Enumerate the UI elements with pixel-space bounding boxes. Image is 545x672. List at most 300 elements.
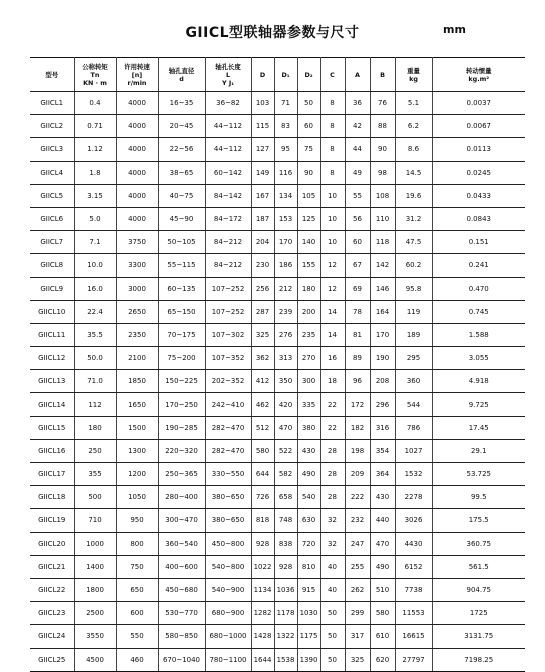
table-cell: 55~115 [158, 254, 205, 277]
table-cell: 3026 [395, 509, 432, 532]
table-cell: 204 [251, 231, 274, 254]
column-header [74, 58, 116, 92]
table-cell: 1400 [74, 555, 116, 578]
table-cell: 1725 [432, 602, 525, 625]
column-header-line: 轴孔直径 [168, 66, 195, 75]
table-cell: 561.5 [432, 555, 525, 578]
table-cell: 60~142 [205, 161, 251, 184]
model-cell: GIICL1 [30, 92, 74, 115]
table-cell: 522 [274, 439, 297, 462]
table-cell: 250 [74, 439, 116, 462]
table-cell: 81 [345, 323, 370, 346]
table-cell: 430 [297, 439, 320, 462]
model-cell: GIICL5 [30, 184, 74, 207]
table-cell: 5.1 [395, 92, 432, 115]
table-cell: 490 [297, 463, 320, 486]
table-cell: 350 [274, 370, 297, 393]
table-row [30, 300, 525, 323]
table-cell: 658 [274, 486, 297, 509]
table-cell: 550 [116, 625, 158, 648]
table-cell: 98 [370, 161, 395, 184]
column-header [370, 58, 395, 92]
table-cell: 355 [74, 463, 116, 486]
table-cell: 31.2 [395, 207, 432, 230]
table-cell: 60 [345, 231, 370, 254]
column-header [30, 58, 74, 92]
table-cell: 726 [251, 486, 274, 509]
table-cell: 610 [370, 625, 395, 648]
table-cell: 818 [251, 509, 274, 532]
table-cell: 60 [297, 115, 320, 138]
model-cell: GIICL24 [30, 625, 74, 648]
table-cell: 235 [297, 323, 320, 346]
table-cell: 280~400 [158, 486, 205, 509]
table-cell: 380 [297, 416, 320, 439]
table-cell: 462 [251, 393, 274, 416]
table-row [30, 277, 525, 300]
table-cell: 0.0433 [432, 184, 525, 207]
table-cell: 325 [345, 648, 370, 671]
table-cell: 60~135 [158, 277, 205, 300]
table-cell: 512 [251, 416, 274, 439]
model-cell: GIICL18 [30, 486, 74, 509]
column-header [297, 58, 320, 92]
table-cell: 107~252 [205, 277, 251, 300]
table-cell: 316 [370, 416, 395, 439]
table-cell: 187 [251, 207, 274, 230]
table-cell: 32 [320, 532, 345, 555]
table-cell: 3.15 [74, 184, 116, 207]
column-header-line: [n] [131, 70, 143, 79]
column-header [205, 58, 251, 92]
title-row [0, 22, 545, 42]
table-row [30, 370, 525, 393]
table-cell: 142 [370, 254, 395, 277]
table-cell: 16.0 [74, 277, 116, 300]
model-cell: GIICL8 [30, 254, 74, 277]
table-cell: 262 [345, 578, 370, 601]
table-cell: 65~150 [158, 300, 205, 323]
model-cell: GIICL13 [30, 370, 74, 393]
table-cell: 364 [370, 463, 395, 486]
table-cell: 108 [370, 184, 395, 207]
table-cell: 540~900 [205, 578, 251, 601]
table-row [30, 625, 525, 648]
table-cell: 232 [345, 509, 370, 532]
column-header-line: Y J₁ [221, 78, 235, 87]
column-header-line: Tn [90, 70, 100, 79]
column-header [320, 58, 345, 92]
table-cell: 182 [345, 416, 370, 439]
table-cell: 14 [320, 300, 345, 323]
column-header-line: D₂ [304, 70, 313, 79]
table-cell: 29.1 [432, 439, 525, 462]
table-cell: 360~540 [158, 532, 205, 555]
table-cell: 50~105 [158, 231, 205, 254]
table-cell: 170 [370, 323, 395, 346]
table-cell: 1.8 [74, 161, 116, 184]
table-cell: 380~650 [205, 509, 251, 532]
table-cell: 360 [395, 370, 432, 393]
table-cell: 190~285 [158, 416, 205, 439]
table-cell: 2100 [116, 347, 158, 370]
table-cell: 75~200 [158, 347, 205, 370]
unit-label: mm [443, 23, 466, 36]
table-cell: 276 [274, 323, 297, 346]
table-cell: 255 [345, 555, 370, 578]
table-cell: 1036 [274, 578, 297, 601]
table-cell: 10 [320, 207, 345, 230]
table-cell: 950 [116, 509, 158, 532]
table-cell: 75 [297, 138, 320, 161]
table-cell: 928 [274, 555, 297, 578]
model-cell: GIICL25 [30, 648, 74, 671]
column-header-line: kg.m² [468, 74, 490, 83]
table-cell: 88 [370, 115, 395, 138]
table-cell: 16615 [395, 625, 432, 648]
table-cell: 8 [320, 161, 345, 184]
table-cell: 0.241 [432, 254, 525, 277]
table-cell: 134 [274, 184, 297, 207]
table-cell: 500 [74, 486, 116, 509]
table-row [30, 92, 525, 115]
table-cell: 1538 [274, 648, 297, 671]
table-cell: 510 [370, 578, 395, 601]
table-cell: 36 [345, 92, 370, 115]
table-cell: 5.0 [74, 207, 116, 230]
table-cell: 118 [370, 231, 395, 254]
table-cell: 84~142 [205, 184, 251, 207]
table-cell: 838 [274, 532, 297, 555]
table-cell: 200 [297, 300, 320, 323]
table-cell: 4000 [116, 184, 158, 207]
table-cell: 750 [116, 555, 158, 578]
table-cell: 150~225 [158, 370, 205, 393]
column-header-line: D₁ [281, 70, 290, 79]
model-cell: GIICL15 [30, 416, 74, 439]
table-row [30, 207, 525, 230]
table-cell: 115 [251, 115, 274, 138]
table-cell: 544 [395, 393, 432, 416]
table-cell: 7.1 [74, 231, 116, 254]
table-cell: 300~470 [158, 509, 205, 532]
table-cell: 4.918 [432, 370, 525, 393]
table-cell: 1134 [251, 578, 274, 601]
table-cell: 450~800 [205, 532, 251, 555]
table-cell: 22 [320, 393, 345, 416]
table-cell: 1390 [297, 648, 320, 671]
table-cell: 186 [274, 254, 297, 277]
table-cell: 620 [370, 648, 395, 671]
table-cell: 8.6 [395, 138, 432, 161]
table-cell: 140 [297, 231, 320, 254]
page-title: GIICL型联轴器参数与尺寸 [185, 25, 360, 41]
table-cell: 22 [320, 416, 345, 439]
table-cell: 50 [320, 602, 345, 625]
table-cell: 362 [251, 347, 274, 370]
model-cell: GIICL19 [30, 509, 74, 532]
table-cell: 3550 [74, 625, 116, 648]
table-cell: 16~35 [158, 92, 205, 115]
table-cell: 330~550 [205, 463, 251, 486]
table-cell: 170~250 [158, 393, 205, 416]
table-cell: 27797 [395, 648, 432, 671]
table-cell: 60.2 [395, 254, 432, 277]
table-cell: 928 [251, 532, 274, 555]
table-cell: 50.0 [74, 347, 116, 370]
table-cell: 28 [320, 439, 345, 462]
table-cell: 1030 [297, 602, 320, 625]
table-cell: 300 [297, 370, 320, 393]
table-cell: 1282 [251, 602, 274, 625]
table-cell: 230 [251, 254, 274, 277]
table-cell: 4000 [116, 207, 158, 230]
table-cell: 354 [370, 439, 395, 462]
table-cell: 299 [345, 602, 370, 625]
table-row [30, 161, 525, 184]
table-row [30, 416, 525, 439]
table-cell: 296 [370, 393, 395, 416]
table-cell: 540~800 [205, 555, 251, 578]
table-cell: 153 [274, 207, 297, 230]
table-cell: 287 [251, 300, 274, 323]
table-cell: 282~470 [205, 416, 251, 439]
table-cell: 190 [370, 347, 395, 370]
table-cell: 490 [370, 555, 395, 578]
table-cell: 1800 [74, 578, 116, 601]
table-cell: 180 [74, 416, 116, 439]
table-cell: 55 [345, 184, 370, 207]
table-cell: 0.0245 [432, 161, 525, 184]
table-cell: 96 [345, 370, 370, 393]
model-cell: GIICL14 [30, 393, 74, 416]
table-cell: 412 [251, 370, 274, 393]
table-cell: 3.055 [432, 347, 525, 370]
table-cell: 247 [345, 532, 370, 555]
table-cell: 810 [297, 555, 320, 578]
table-cell: 748 [274, 509, 297, 532]
table-cell: 112 [74, 393, 116, 416]
table-row [30, 509, 525, 532]
table-cell: 2500 [74, 602, 116, 625]
table-cell: 32 [320, 509, 345, 532]
table-cell: 580 [370, 602, 395, 625]
table-cell: 450~680 [158, 578, 205, 601]
table-row [30, 254, 525, 277]
table-cell: 119 [395, 300, 432, 323]
table-cell: 84~212 [205, 231, 251, 254]
table-cell: 1175 [297, 625, 320, 648]
table-cell: 400~600 [158, 555, 205, 578]
table-cell: 7738 [395, 578, 432, 601]
table-cell: 0.71 [74, 115, 116, 138]
table-cell: 4000 [116, 161, 158, 184]
table-cell: 50 [297, 92, 320, 115]
table-cell: 1050 [116, 486, 158, 509]
model-cell: GIICL9 [30, 277, 74, 300]
table-cell: 44 [345, 138, 370, 161]
table-cell: 28 [320, 463, 345, 486]
table-cell: 580~850 [158, 625, 205, 648]
table-cell: 420 [274, 393, 297, 416]
table-cell: 84~212 [205, 254, 251, 277]
table-cell: 10 [320, 231, 345, 254]
table-cell: 116 [274, 161, 297, 184]
table-cell: 1428 [251, 625, 274, 648]
column-header-line: C [330, 70, 335, 79]
table-cell: 222 [345, 486, 370, 509]
coupling-spec-table [30, 57, 525, 672]
table-cell: 256 [251, 277, 274, 300]
column-header-line: 公称转矩 [82, 62, 108, 71]
table-cell: 17.45 [432, 416, 525, 439]
table-row [30, 486, 525, 509]
table-row [30, 532, 525, 555]
table-cell: 0.470 [432, 277, 525, 300]
table-cell: 1178 [274, 602, 297, 625]
table-cell: 44~112 [205, 115, 251, 138]
table-cell: 164 [370, 300, 395, 323]
column-header-line: A [355, 70, 360, 79]
table-cell: 70~175 [158, 323, 205, 346]
table-cell: 580 [251, 439, 274, 462]
column-header-line: KN · m [83, 78, 107, 87]
table-cell: 47.5 [395, 231, 432, 254]
table-cell: 270 [297, 347, 320, 370]
table-cell: 149 [251, 161, 274, 184]
table-cell: 67 [345, 254, 370, 277]
column-header-line: 轴孔长度 [215, 62, 241, 71]
column-header [395, 58, 432, 92]
table-cell: 250~365 [158, 463, 205, 486]
model-cell: GIICL10 [30, 300, 74, 323]
table-cell: 0.4 [74, 92, 116, 115]
table-cell: 45~90 [158, 207, 205, 230]
table-cell: 1.588 [432, 323, 525, 346]
table-cell: 107~302 [205, 323, 251, 346]
table-cell: 180 [297, 277, 320, 300]
table-cell: 42 [345, 115, 370, 138]
column-header-line: 型号 [45, 70, 59, 79]
table-cell: 76 [370, 92, 395, 115]
table-cell: 630 [297, 509, 320, 532]
table-cell: 10 [320, 184, 345, 207]
table-cell: 786 [395, 416, 432, 439]
table-cell: 2278 [395, 486, 432, 509]
table-cell: 90 [297, 161, 320, 184]
table-cell: 167 [251, 184, 274, 207]
table-cell: 360.75 [432, 532, 525, 555]
column-header [116, 58, 158, 92]
table-cell: 4000 [116, 138, 158, 161]
column-header [251, 58, 274, 92]
model-cell: GIICL16 [30, 439, 74, 462]
table-cell: 84~172 [205, 207, 251, 230]
table-cell: 1650 [116, 393, 158, 416]
column-header [274, 58, 297, 92]
table-cell: 40 [320, 555, 345, 578]
table-cell: 460 [116, 648, 158, 671]
table-cell: 325 [251, 323, 274, 346]
table-cell: 0.0067 [432, 115, 525, 138]
table-cell: 220~320 [158, 439, 205, 462]
table-row [30, 231, 525, 254]
table-cell: 38~65 [158, 161, 205, 184]
table-cell: 317 [345, 625, 370, 648]
table-cell: 0.151 [432, 231, 525, 254]
table-cell: 0.0843 [432, 207, 525, 230]
table-cell: 440 [370, 509, 395, 532]
table-cell: 1000 [74, 532, 116, 555]
table-cell: 430 [370, 486, 395, 509]
table-cell: 3300 [116, 254, 158, 277]
table-row [30, 648, 525, 671]
table-cell: 209 [345, 463, 370, 486]
table-cell: 380~650 [205, 486, 251, 509]
table-cell: 90 [370, 138, 395, 161]
table-cell: 670~1040 [158, 648, 205, 671]
table-cell: 49 [345, 161, 370, 184]
table-cell: 582 [274, 463, 297, 486]
table-cell: 780~1100 [205, 648, 251, 671]
table-cell: 6152 [395, 555, 432, 578]
table-cell: 189 [395, 323, 432, 346]
table-cell: 20~45 [158, 115, 205, 138]
table-cell: 155 [297, 254, 320, 277]
table-cell: 3131.75 [432, 625, 525, 648]
model-cell: GIICL12 [30, 347, 74, 370]
column-header-line: r/min [127, 78, 147, 87]
table-cell: 1300 [116, 439, 158, 462]
table-row [30, 323, 525, 346]
table-cell: 95 [274, 138, 297, 161]
table-cell: 35.5 [74, 323, 116, 346]
table-cell: 904.75 [432, 578, 525, 601]
table-cell: 175.5 [432, 509, 525, 532]
table-cell: 470 [274, 416, 297, 439]
table-cell: 36~82 [205, 92, 251, 115]
table-row [30, 578, 525, 601]
table-cell: 470 [370, 532, 395, 555]
table-cell: 680~900 [205, 602, 251, 625]
table-cell: 50 [320, 648, 345, 671]
table-cell: 53.725 [432, 463, 525, 486]
column-header-line: L [225, 70, 231, 79]
model-cell: GIICL20 [30, 532, 74, 555]
table-cell: 4500 [74, 648, 116, 671]
column-header-line: 重量 [407, 66, 420, 75]
table-cell: 0.0113 [432, 138, 525, 161]
column-header [158, 58, 205, 92]
table-cell: 7198.25 [432, 648, 525, 671]
table-cell: 8 [320, 92, 345, 115]
table-cell: 335 [297, 393, 320, 416]
table-cell: 4430 [395, 532, 432, 555]
table-cell: 6.2 [395, 115, 432, 138]
table-cell: 1644 [251, 648, 274, 671]
table-cell: 18 [320, 370, 345, 393]
table-body [30, 92, 525, 672]
table-cell: 14.5 [395, 161, 432, 184]
table-cell: 212 [274, 277, 297, 300]
table-cell: 650 [116, 578, 158, 601]
table-cell: 71 [274, 92, 297, 115]
model-cell: GIICL3 [30, 138, 74, 161]
table-cell: 40 [320, 578, 345, 601]
column-header [345, 58, 370, 92]
table-cell: 12 [320, 277, 345, 300]
table-cell: 202~352 [205, 370, 251, 393]
